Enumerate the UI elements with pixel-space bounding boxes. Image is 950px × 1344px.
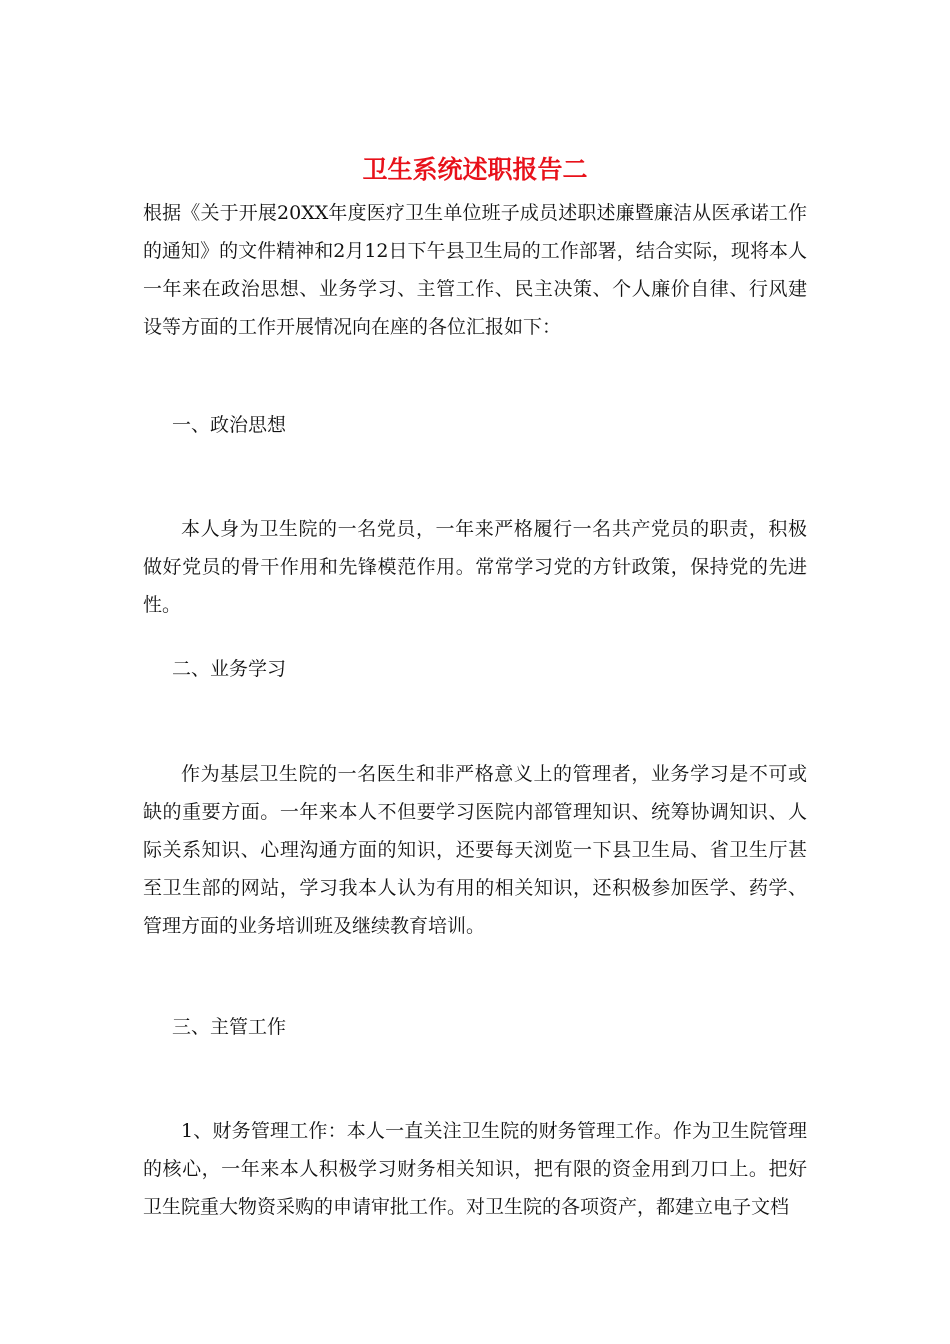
section-paragraph-management: 1、财务管理工作：本人一直关注卫生院的财务管理工作。作为卫生院管理的核心，一年来本人积极学习财务相关知识，把有限的资金用到刀口上。把好卫生院重大物资采购的申请审批工作。对卫生院的各项资产，都建立电子文档 [143,1120,807,1218]
document-title: 卫生系统述职报告二 [362,155,588,184]
section-heading-political: 一、政治思想 [172,414,287,436]
section-heading-management: 三、主管工作 [172,1016,287,1038]
intro-paragraph: 根据《关于开展20XX年度医疗卫生单位班子成员述职述廉暨廉洁从医承诺工作的通知》的文件精神和2月12日下午县卫生局的工作部署，结合实际，现将本人一年来在政治思想、业务学习、主管工作、民主决策、个人廉价自律、行风建设等方面的工作开展情况向在座的各位汇报如下： [143,202,807,338]
section-paragraph-study: 作为基层卫生院的一名医生和非严格意义上的管理者，业务学习是不可或缺的重要方面。一年来本人不但要学习医院内部管理知识、统筹协调知识、人际关系知识、心理沟通方面的知识，还要每天浏览一下县卫生局、省卫生厅甚至卫生部的网站，学习我本人认为有用的相关知识，还积极参加医学、药学、管理方面的业务培训班及继续教育培训。 [143,763,807,937]
section-paragraph-political: 本人身为卫生院的一名党员，一年来严格履行一名共产党员的职责，积极做好党员的骨干作用和先锋模范作用。常常学习党的方针政策，保持党的先进性。 [143,518,807,616]
section-heading-study: 二、业务学习 [172,658,287,680]
